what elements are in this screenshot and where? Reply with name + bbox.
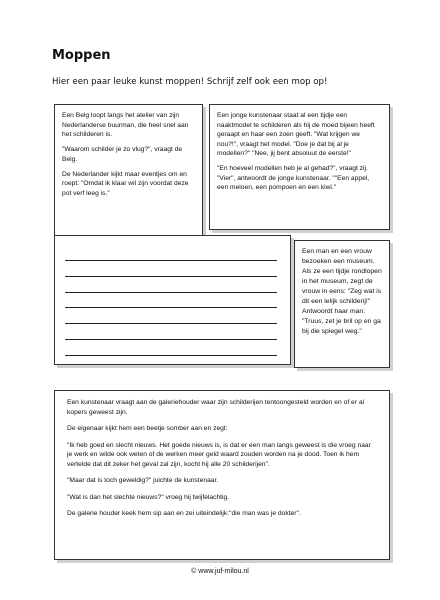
writing-line: [65, 292, 277, 293]
joke-paragraph: "En hoeveel modellen heb je al gehad?", vraagt zij. "Vier", antwoordt de jonge kunstenaar. ""Een appel, een meloen, een pompoen en een kiwi.": [217, 165, 370, 192]
joke-paragraph: "Waarom schilder je zo vlug?", vraagt de Belg.: [62, 146, 183, 163]
joke-paragraph: De galerie houder keek hem sip aan en zei uiteindelijk:"die man was je dokter".: [67, 510, 301, 518]
joke-paragraph: De Nederlander kijkt maar eventjes om en roept: "Omdat ik klaar wil zijn voordat deze pot verf leeg is.": [62, 170, 189, 197]
joke-box-belg: [54, 104, 203, 238]
joke-paragraph: "Maar dat is toch geweldig?" juichte de kunstenaar.: [67, 477, 219, 485]
joke-box-galerie: [54, 390, 390, 560]
writing-line: [65, 323, 277, 324]
writing-line: [65, 307, 277, 308]
joke-paragraph: Een jonge kunstenaar staat al een tijdje een naaktmodel te schilderen als hij de moed bijeen heeft geraapt en haar een zoen geeft. "Wat krijgen we nou?!", vraagt het model. "Doe je dat bij al je modellen?" "Nee, jij bent absoluut de eerste!": [217, 112, 375, 158]
joke-box-kunstenaar-model: [209, 104, 390, 230]
joke-paragraph: "Ik heb goed en slecht nieuws. Het goede nieuws is, is dat er een man langs geweest is die vroeg naar je werk en wilde ook weten of de werken meer geld waard zouden worden na je dood. Toen ik hem vertelde dat dit zeker het geval zal zijn, kocht hij alle 20 schilderijen".: [67, 441, 371, 468]
writing-line: [65, 339, 277, 340]
joke-paragraph: "Wat is dan het slechte nieuws?" vroeg hij twijfelachtig.: [67, 493, 230, 501]
writing-line: [65, 355, 277, 356]
writing-box[interactable]: [54, 235, 291, 365]
joke-paragraph: Een kunstenaar vraagt aan de galeriehouder waar zijn schilderijen tentoongesteld worden en of er al kopers geweest zijn.: [67, 399, 365, 416]
footer-copyright: © www.juf-milou.nl: [191, 568, 249, 575]
writing-line: [65, 260, 277, 261]
joke-paragraph: De eigenaar kijkt hem een beetje somber aan en zegt:: [67, 425, 228, 433]
writing-lines: [65, 260, 277, 371]
joke-paragraph: Een man en een vrouw bezoeken een museum. Als ze een tijdje rondlopen in het museum, zegt de vrouw in eens: "Zeg wat is dit een lelijk schilderij!" Antwoordt haar man: "Truus, zet je bril op en ga bij die spiegel weg.": [302, 248, 382, 336]
writing-line: [65, 276, 277, 277]
page-title: Moppen: [52, 48, 111, 63]
joke-paragraph: Een Belg loopt langs het atelier van zijn Nederlanderse buurman, die heel snel aan het schilderen is.: [62, 112, 189, 139]
page-subtitle: Hier een paar leuke kunst moppen! Schrijf zelf ook een mop op!: [52, 77, 328, 87]
joke-box-museum: [294, 240, 390, 368]
